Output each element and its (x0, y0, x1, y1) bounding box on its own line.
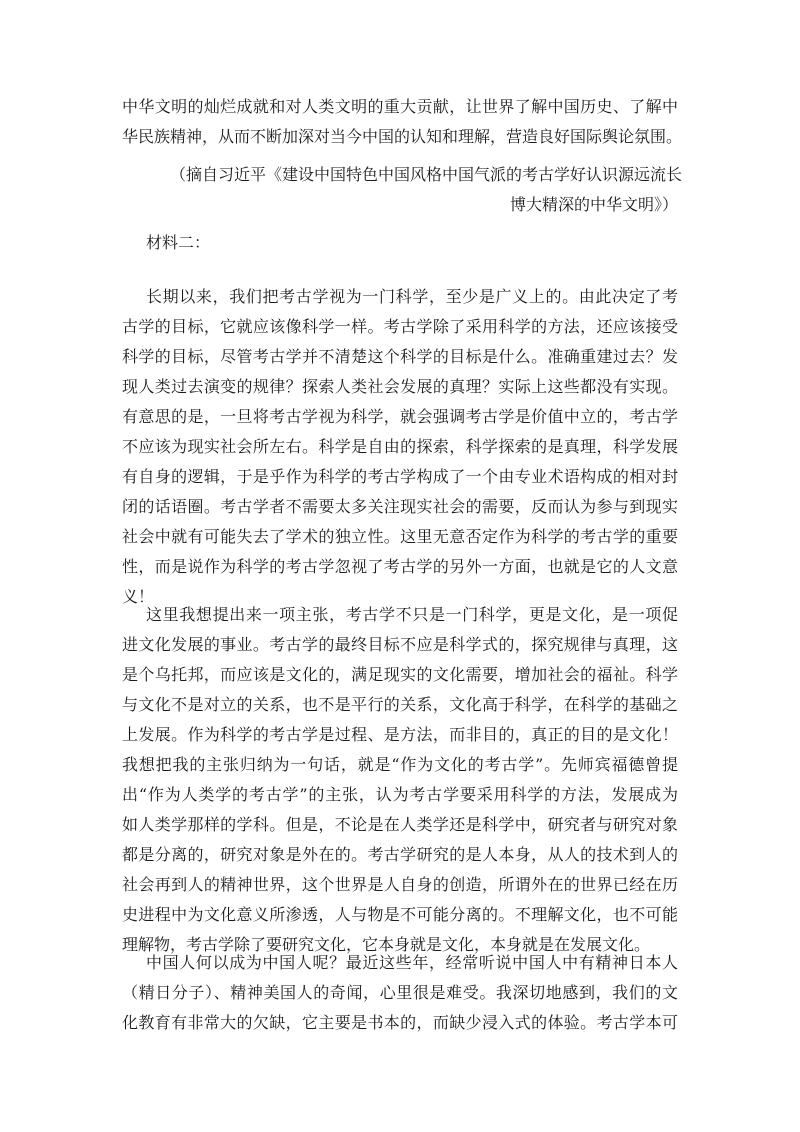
text-line: 闭的话语圈。考古学者不需要太多关注现实社会的需要，反而认为参与到现实 (122, 497, 678, 516)
text-line: 史进程中为文化意义所渗透，人与物是不可能分离的。不理解文化，也不可能 (122, 905, 678, 924)
section-title: 材料二： (146, 233, 211, 252)
text-line: 出“作为人类学的考古学”的主张，认为考古学要采用科学的方法，发展成为 (122, 785, 678, 804)
text-line: 与文化不是对立的关系，也不是平行的关系，文化高于科学，在科学的基础之 (122, 695, 678, 714)
section-heading (122, 228, 678, 258)
text-line: 社会中就有可能失去了学术的独立性。这里无意否定作为科学的考古学的重要 (122, 527, 678, 546)
text-line: 有自身的逻辑，于是乎作为科学的考古学构成了一个由专业术语构成的相对封 (122, 467, 678, 486)
text-line: 上发展。作为科学的考古学是过程、是方法，而非目的，真正的目的是文化！ (122, 725, 678, 744)
text-line: 不应该为现实社会所左右。科学是自由的探索，科学探索的是真理，科学发展 (122, 437, 678, 456)
text-line: 化教育有非常大的欠缺，它主要是书本的，而缺少浸入式的体验。考古学本可 (122, 1013, 678, 1032)
text-line: 华民族精神，从而不断加深对当今中国的认知和理解，营造良好国际舆论氛围。 (122, 127, 683, 146)
text-line: 理解物，考古学除了要研究文化，它本身就是文化，本身就是在发展文化。 (122, 935, 651, 954)
intro-paragraph (122, 92, 683, 152)
text-line: 社会再到人的精神世界，这个世界是人自身的创造，所谓外在的世界已经在历 (122, 875, 678, 894)
text-line: 中国人何以成为中国人呢？最近这些年，经常听说中国人中有精神日本人 (146, 953, 678, 972)
paragraph-1 (122, 282, 678, 612)
citation (122, 160, 683, 220)
text-line: 进文化发展的事业。考古学的最终目标不应是科学式的，探究规律与真理，这 (122, 635, 678, 654)
text-line: 中华文明的灿烂成就和对人类文明的重大贡献，让世界了解中国历史、了解中 (122, 97, 678, 116)
text-line: 性，而是说作为科学的考古学忽视了考古学的另外一方面，也就是它的人文意 (122, 557, 678, 576)
text-line: 是个乌托邦，而应该是文化的，满足现实的文化需要，增加社会的福祉。科学 (122, 665, 678, 684)
text-line: 义！ (122, 587, 155, 606)
text-line: 有意思的是，一旦将考古学视为科学，就会强调考古学是价值中立的，考古学 (122, 407, 678, 426)
text-line: 这里我想提出来一项主张，考古学不只是一门科学，更是文化，是一项促 (146, 605, 678, 624)
text-line: 如人类学那样的学科。但是，不论是在人类学还是科学中，研究者与研究对象 (122, 815, 678, 834)
text-line: 都是分离的，研究对象是外在的。考古学研究的是人本身，从人的技术到人的 (122, 845, 678, 864)
text-line: （精日分子）、精神美国人的奇闻，心里很是难受。我深切地感到，我们的文 (122, 983, 678, 1002)
text-line: 博大精深的中华文明》） (509, 195, 678, 214)
paragraph-2 (122, 600, 678, 960)
text-line: 现人类过去演变的规律？探索人类社会发展的真理？实际上这些都没有实现。 (122, 377, 678, 396)
text-line: （摘自习近平《建设中国特色中国风格中国气派的考古学好认识源远流长 (170, 165, 683, 184)
text-line: 古学的目标，它就应该像科学一样。考古学除了采用科学的方法，还应该接受 (122, 317, 678, 336)
text-line: 我想把我的主张归纳为一句话，就是“作为文化的考古学”。先师宾福德曾提 (122, 755, 678, 774)
text-line: 科学的目标，尽管考古学并不清楚这个科学的目标是什么。准确重建过去？发 (122, 347, 678, 366)
paragraph-3 (122, 948, 678, 1038)
text-line: 长期以来，我们把考古学视为一门科学，至少是广义上的。由此决定了考 (146, 287, 678, 306)
